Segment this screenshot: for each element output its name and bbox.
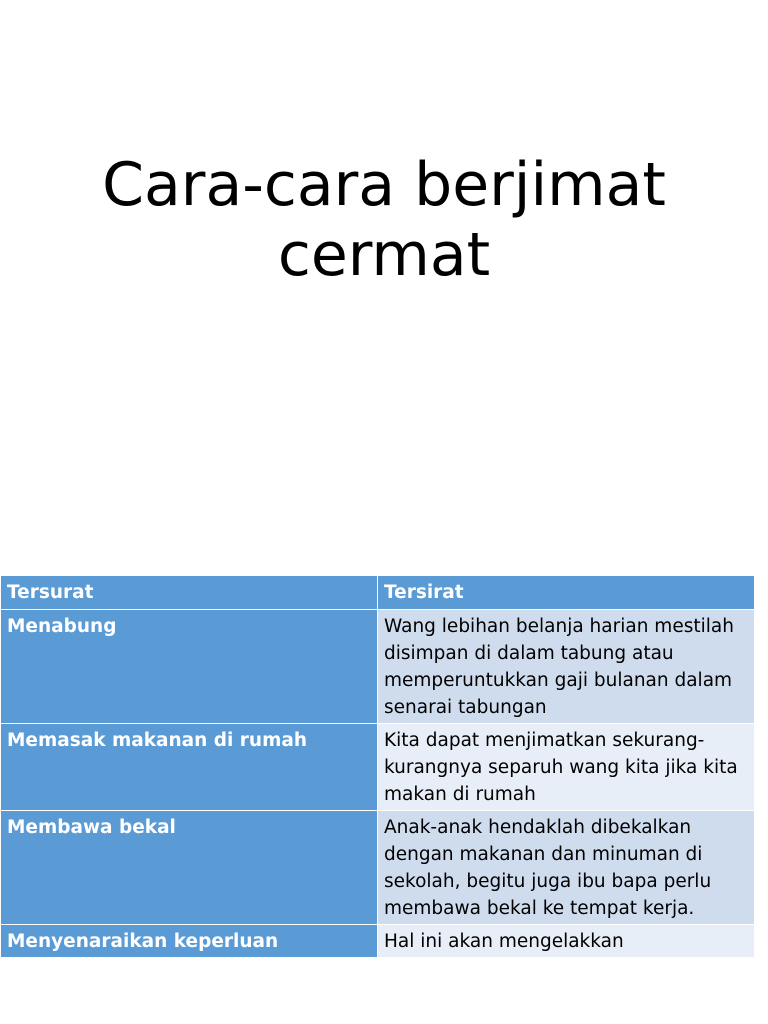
table-row: [1, 925, 755, 958]
row-description-cell: Kita dapat menjimatkan sekurang-kurangnya separuh wang kita jika kita makan di rumah: [378, 724, 755, 811]
tersurat-tersirat-table: [0, 575, 755, 958]
row-description-cell: Wang lebihan belanja harian mestilah disimpan di dalam tabung atau memperuntukkan gaji bulanan dalam senarai tabungan: [378, 610, 755, 724]
row-label-cell: Memasak makanan di rumah: [1, 724, 378, 811]
slide-title: [0, 150, 768, 290]
row-label-cell: Menabung: [1, 610, 378, 724]
row-description-cell: Anak-anak hendaklah dibekalkan dengan makanan dan minuman di sekolah, begitu juga ibu bapa perlu membawa bekal ke tempat kerja.: [378, 811, 755, 925]
row-label-cell: Menyenaraikan keperluan: [1, 925, 378, 958]
column-header-tersurat: Tersurat: [1, 576, 378, 610]
table-row: [1, 724, 755, 811]
row-description-cell: Hal ini akan mengelakkan: [378, 925, 755, 958]
slide-title-line-1: Cara-cara berjimat: [102, 150, 666, 220]
table-row: [1, 811, 755, 925]
table-row: [1, 610, 755, 724]
column-header-tersirat: Tersirat: [378, 576, 755, 610]
row-label-cell: Membawa bekal: [1, 811, 378, 925]
slide-title-line-2: cermat: [277, 220, 491, 290]
table-header-row: [1, 576, 755, 610]
